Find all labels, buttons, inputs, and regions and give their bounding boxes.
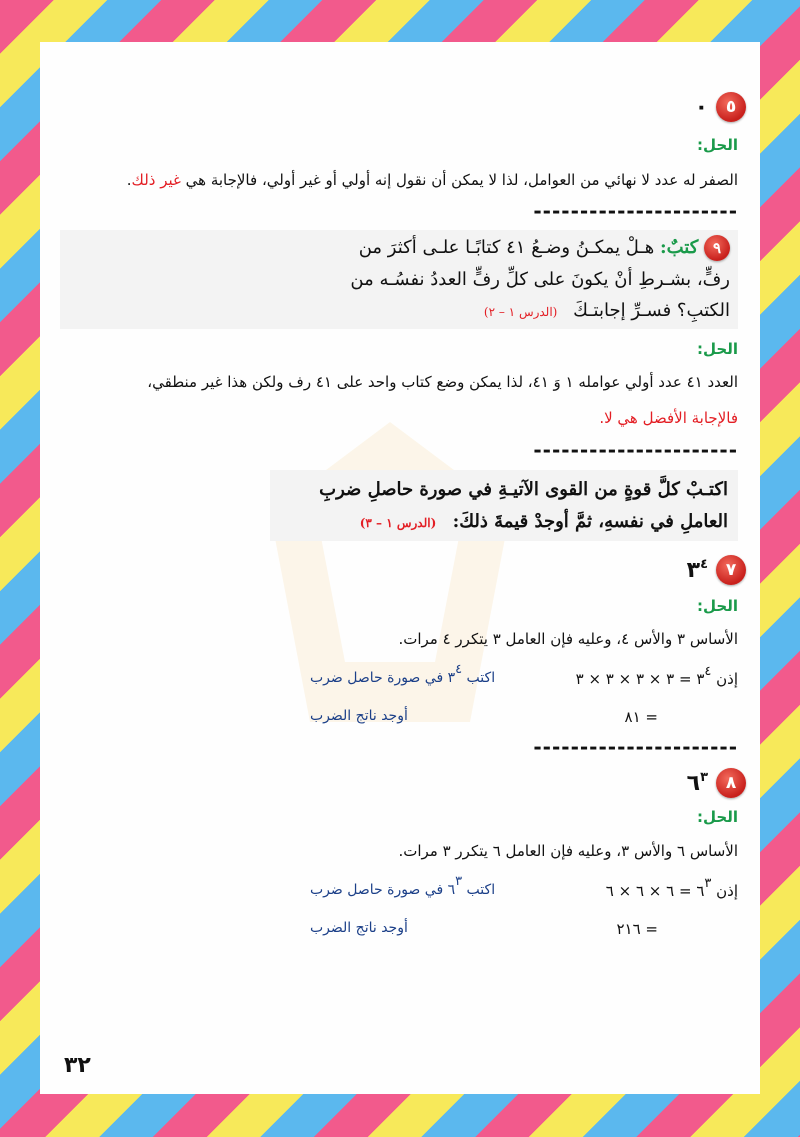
question-number-badge: ٧	[716, 555, 746, 585]
question-7	[687, 555, 746, 585]
section-heading: اكتـبْ كلَّ قوةٍ من القوى الآتيـةِ في صورة حاصلِ ضربِ العاملِ في نفسهِ، ثمَّ أوجدْ قيمةَ ذلكَ: (الدرس ١ – ٣)	[270, 470, 738, 541]
divider: ----------------------	[533, 735, 738, 759]
q9-solution-text: العدد ٤١ عدد أولي عوامله ١ وَ ٤١، لذا يمكن وضع كتاب واحد على ٤١ رف ولكن هذا غير منطقي،	[147, 373, 738, 391]
equation: = ٢١٦	[616, 920, 658, 938]
question-expression: ٠	[694, 94, 708, 120]
solution-label: الحل:	[697, 340, 738, 358]
solution-label: الحل:	[697, 808, 738, 826]
q7-work-row-1	[310, 662, 738, 688]
q8-solution-text: الأساس ٦ والأس ٣، وعليه فإن العامل ٦ يتكرر ٣ مرات.	[398, 842, 738, 860]
q8-work-row-1	[310, 874, 738, 900]
q8-work-row-2	[310, 920, 738, 938]
equation: إذن ٦٣ = ٦ × ٦ × ٦	[605, 876, 738, 900]
q9-solution-answer: فالإجابة الأفضل هي لا.	[599, 409, 738, 427]
step-note: اكتب ٦٣ في صورة حاصل ضرب	[310, 874, 496, 898]
step-note: اكتب ٣٤ في صورة حاصل ضرب	[310, 662, 496, 686]
question-title: كتبٌ:	[659, 237, 699, 258]
question-expression: $٣^٤$	[686, 556, 708, 583]
question-number-badge: ٥	[716, 92, 746, 122]
question-8	[687, 768, 746, 798]
question-9-box: ٩ كتبٌ: هـلْ يمكـنُ وضـعُ ٤١ كتابًـا علـى أكثرَ من رفٍّ، بشـرطِ أنْ يكونَ على كلِّ رفٍّ العددُ نفسُـه من الكتبِ؟ فسـرِّ إجابتـكَ (الدرس ١ – ٢)	[60, 230, 738, 329]
solution-label: الحل:	[697, 597, 738, 615]
highlighted-answer: غير ذلك	[131, 171, 181, 189]
question-number-badge: ٨	[716, 768, 746, 798]
step-note: أوجد ناتج الضرب	[310, 708, 408, 724]
equation: = ٨١	[624, 708, 658, 726]
divider: ----------------------	[533, 438, 738, 462]
question-expression: $٦^٣$	[686, 769, 708, 796]
q5-solution-text: الصفر له عدد لا نهائي من العوامل، لذا لا يمكن أن نقول إنه أولي أو غير أولي، فالإجابة هي غير ذلك.	[126, 171, 738, 189]
lesson-reference: (الدرس ١ – ٣)	[359, 515, 437, 530]
divider: ----------------------	[533, 199, 738, 223]
q7-solution-text: الأساس ٣ والأس ٤، وعليه فإن العامل ٣ يتكرر ٤ مرات.	[398, 630, 738, 648]
question-5	[695, 92, 746, 122]
solution-label: الحل:	[697, 136, 738, 154]
lesson-reference: (الدرس ١ – ٢)	[483, 305, 558, 319]
question-number-badge: ٩	[704, 235, 730, 261]
page	[40, 42, 760, 1094]
equation: إذن ٣٤ = ٣ × ٣ × ٣ × ٣	[575, 664, 738, 688]
page-number: ٣٢	[64, 1053, 91, 1078]
q7-work-row-2	[310, 708, 738, 726]
step-note: أوجد ناتج الضرب	[310, 920, 408, 936]
